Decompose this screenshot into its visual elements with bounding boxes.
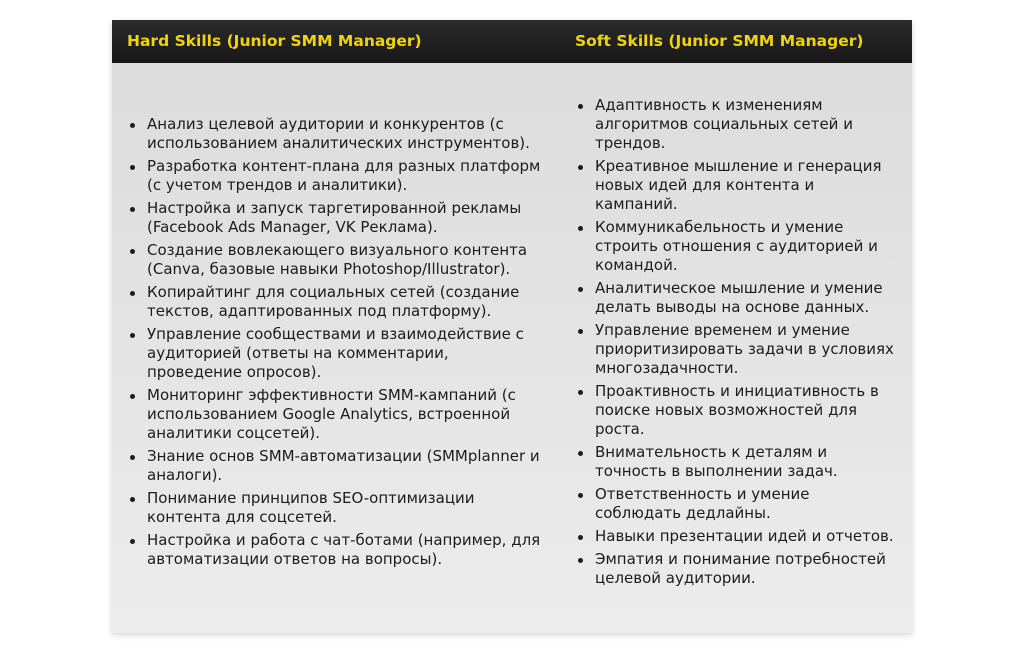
soft-skill-item: Навыки презентации идей и отчетов. (578, 527, 898, 546)
hard-skill-item: Создание вовлекающего визуального контента (Canva, базовые навыки Photoshop/Illustrator). (130, 241, 548, 279)
soft-skill-item: Коммуникабельность и умение строить отношения с аудиторией и командой. (578, 218, 898, 275)
soft-skill-item: Эмпатия и понимание потребностей целевой аудитории. (578, 550, 898, 588)
table-body (112, 63, 912, 633)
soft-skills-list (578, 96, 898, 592)
table-header (112, 20, 912, 63)
hard-skill-item: Анализ целевой аудитории и конкурентов (с использованием аналитических инструментов). (130, 115, 548, 153)
hard-skill-item: Мониторинг эффективности SMM-кампаний (с использованием Google Analytics, встроенной аналитики соцсетей). (130, 386, 548, 443)
hard-skill-item: Знание основ SMM-автоматизации (SMMplanner и аналоги). (130, 447, 548, 485)
soft-skill-item: Проактивность и инициативность в поиске новых возможностей для роста. (578, 382, 898, 439)
hard-skills-list (130, 115, 548, 573)
soft-skill-item: Управление временем и умение приоритизировать задачи в условиях многозадачности. (578, 321, 898, 378)
hard-skill-item: Настройка и запуск таргетированной рекламы (Facebook Ads Manager, VK Реклама). (130, 199, 548, 237)
hard-skill-item: Понимание принципов SEO-оптимизации контента для соцсетей. (130, 489, 548, 527)
soft-skill-item: Креативное мышление и генерация новых идей для контента и кампаний. (578, 157, 898, 214)
soft-skills-heading: Soft Skills (Junior SMM Manager) (575, 32, 864, 50)
hard-skill-item: Настройка и работа с чат-ботами (например, для автоматизации ответов на вопросы). (130, 531, 548, 569)
hard-skill-item: Копирайтинг для социальных сетей (создание текстов, адаптированных под платформу). (130, 283, 548, 321)
skills-table (112, 20, 912, 633)
hard-skills-heading: Hard Skills (Junior SMM Manager) (127, 32, 422, 50)
soft-skill-item: Аналитическое мышление и умение делать выводы на основе данных. (578, 279, 898, 317)
soft-skill-item: Внимательность к деталям и точность в выполнении задач. (578, 443, 898, 481)
hard-skill-item: Управление сообществами и взаимодействие с аудиторией (ответы на комментарии, проведение опросов). (130, 325, 548, 382)
soft-skill-item: Адаптивность к изменениям алгоритмов социальных сетей и трендов. (578, 96, 898, 153)
hard-skill-item: Разработка контент-плана для разных платформ (с учетом трендов и аналитики). (130, 157, 548, 195)
soft-skill-item: Ответственность и умение соблюдать дедлайны. (578, 485, 898, 523)
